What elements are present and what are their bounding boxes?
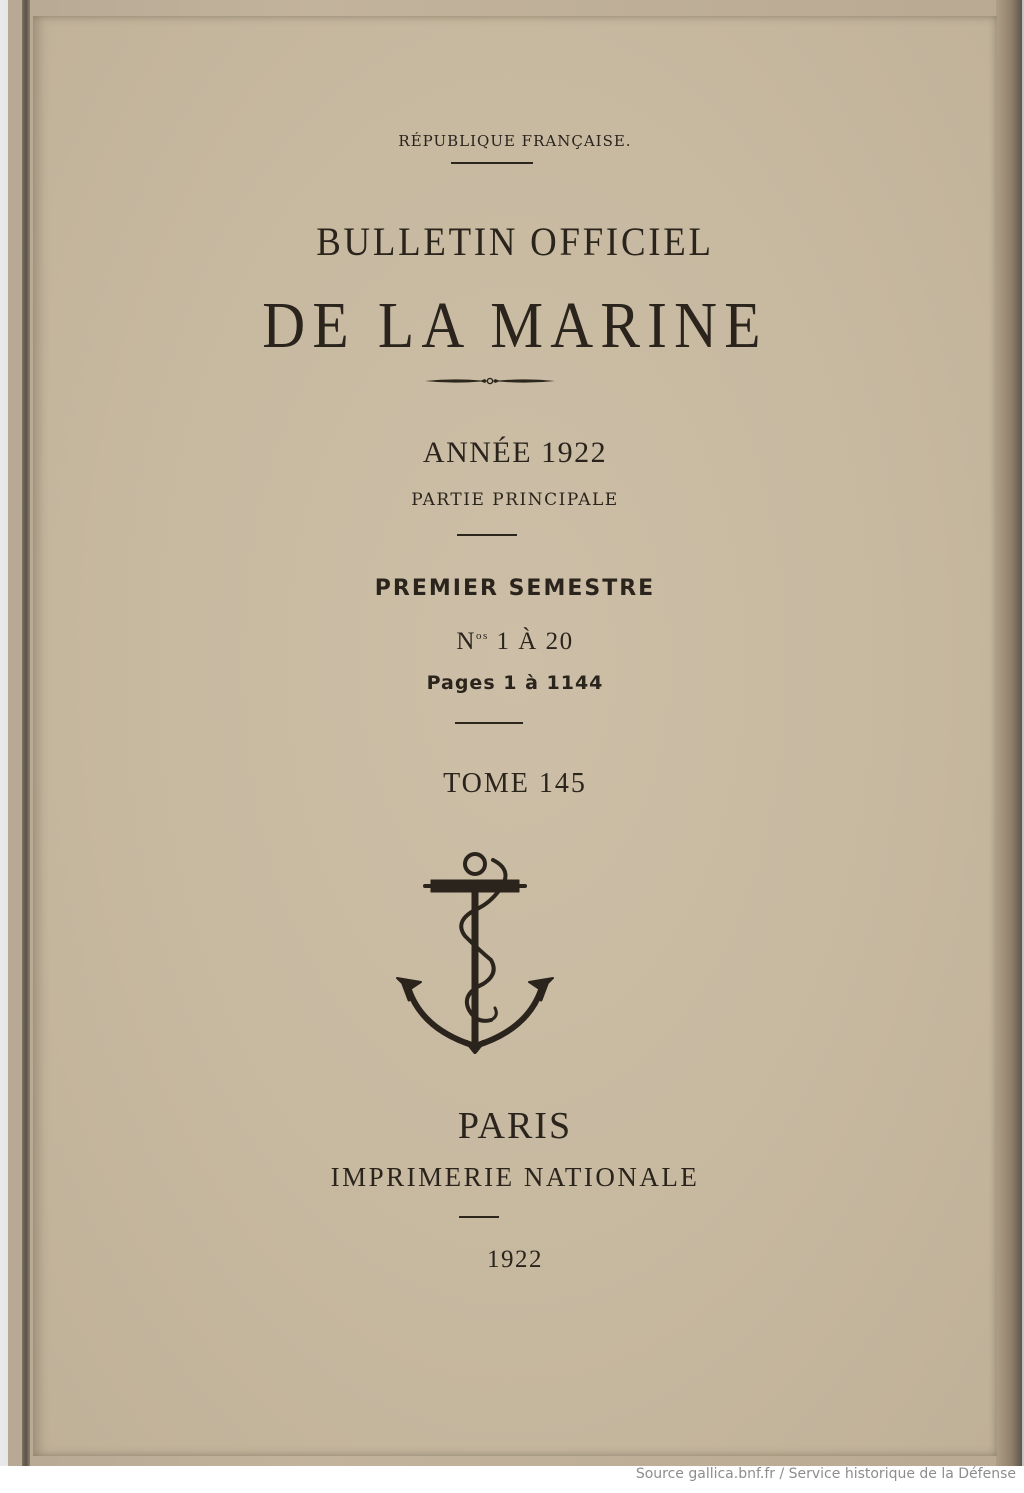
- semestre-heading: PREMIER SEMESTRE: [374, 576, 656, 601]
- rule-separator: [455, 722, 523, 724]
- page-range: Pages 1 à 1144: [426, 672, 604, 694]
- ornament-rule-icon: [423, 374, 557, 388]
- issue-numbers: [33, 628, 997, 656]
- imprint-city: PARIS: [457, 1105, 573, 1147]
- rule-separator: [451, 162, 533, 164]
- republique-heading: RÉPUBLIQUE FRANÇAISE.: [398, 132, 632, 150]
- year-heading: ANNÉE 1922: [422, 436, 608, 469]
- anchor-icon: [395, 850, 555, 1054]
- source-attribution: Source gallica.bnf.fr / Service historique de la Défense: [635, 1466, 1016, 1482]
- book-spine-gutter: [22, 0, 30, 1466]
- rule-separator: [457, 534, 517, 536]
- imprint-year: 1922: [487, 1246, 543, 1273]
- title-de-la-marine: DE LA MARINE: [262, 289, 768, 362]
- tome-number: TOME 145: [443, 768, 587, 799]
- title-page: [33, 16, 997, 1456]
- numeros-superscript: os: [475, 630, 489, 642]
- numeros-prefix: N: [456, 628, 476, 655]
- imprint-printer: IMPRIMERIE NATIONALE: [330, 1162, 700, 1192]
- rule-separator: [459, 1216, 499, 1218]
- numeros-range: 1 À 20: [488, 628, 574, 655]
- title-bulletin-officiel: BULLETIN OFFICIEL: [316, 219, 714, 264]
- partie-principale: PARTIE PRINCIPALE: [411, 490, 619, 510]
- book-cover-edge: [996, 0, 1022, 1466]
